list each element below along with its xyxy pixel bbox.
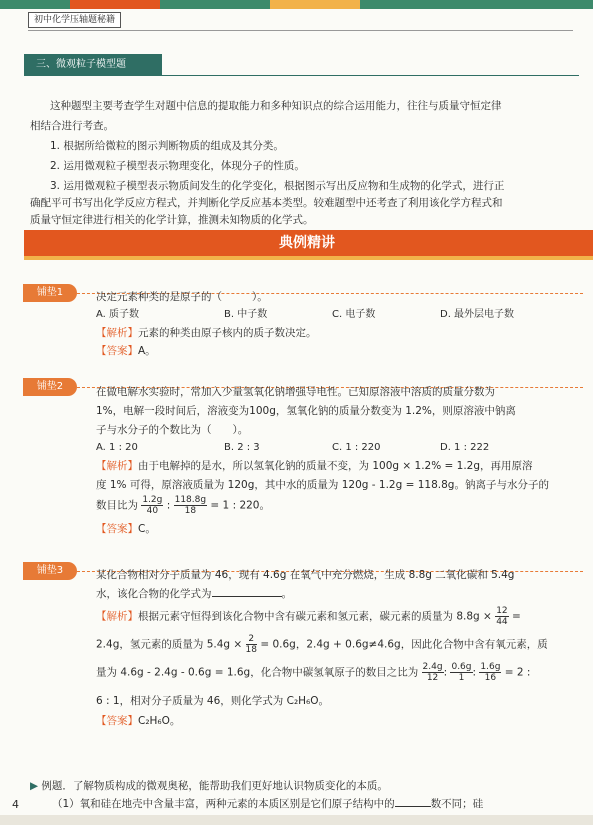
q2-tag: 铺垫2 bbox=[23, 378, 77, 396]
answer-text: C。 bbox=[138, 523, 156, 535]
example-line-1 bbox=[30, 777, 483, 795]
fraction bbox=[450, 662, 472, 683]
intro-line: 确配平可书写出化学反应方程式，并判断化学反应基本类型。较难题型中还考查了利用该化学方程式和 bbox=[30, 197, 503, 209]
answer-blank bbox=[395, 806, 431, 807]
example-question bbox=[30, 777, 483, 813]
fraction bbox=[422, 662, 444, 683]
q3-stem-end: 。 bbox=[281, 588, 292, 600]
example-line-2 bbox=[30, 795, 483, 813]
q2-stem-line: 在做电解水实验时，常加入少量氢氧化钠增强导电性。已知原溶液中溶质的质量分数为 bbox=[96, 386, 495, 398]
q1-option: B. 中子数 bbox=[224, 309, 268, 320]
intro-line: 这种题型主要考查学生对题中信息的提取能力和多种知识点的综合运用能力，往往与质量守恒定律 bbox=[50, 100, 502, 112]
analysis-text: = 0.6g，2.4g + 0.6g≠4.6g，因此化合物中含有氧元素，质 bbox=[260, 638, 548, 651]
q2-analysis-line: 度 1% 可得，原溶液质量为 120g，其中水的质量为 120g - 1.2g = 118.8g。钠离子与水分子的 bbox=[96, 479, 549, 491]
bottom-band bbox=[0, 815, 593, 825]
intro-line: 1. 根据所给微粒的图示判断物质的组成及其分类。 bbox=[50, 140, 284, 152]
fraction bbox=[495, 606, 508, 627]
q3-stem-text: 水，该化合物的化学式为 bbox=[96, 588, 212, 600]
fraction-numerator: 1.6g bbox=[480, 662, 501, 672]
q2-option: D. 1 : 222 bbox=[440, 442, 490, 453]
intro-line: 2. 运用微观粒子模型表示物理变化，体现分子的性质。 bbox=[50, 160, 305, 172]
q2-analysis bbox=[96, 457, 533, 476]
example-text: 数不同；硅 bbox=[430, 798, 484, 810]
intro-line: 相结合进行考查。 bbox=[30, 120, 114, 132]
analysis-text: 2.4g，氢元素的质量为 5.4g × bbox=[96, 638, 243, 651]
fraction-numerator: 12 bbox=[496, 606, 508, 616]
header-rule bbox=[28, 30, 573, 31]
analysis-text: 量为 4.6g - 2.4g - 0.6g = 1.6g，化合物中碳氢氧原子的数目之比为 bbox=[96, 666, 419, 679]
analysis-text: 由于电解掉的是水，所以氢氧化钠的质量不变，为 100g × 1.2% = 1.2g，再用原溶 bbox=[138, 460, 533, 472]
q3-analysis-line: 6 : 1，相对分子质量为 46，则化学式为 C₂H₆O。 bbox=[96, 695, 330, 707]
q3-analysis-line: 量为 4.6g - 2.4g - 0.6g = 1.6g，化合物中碳氢氧原子的数目之比为 $\frac{2.4g}{12}$ : $\frac{0.6g}{1}$ : $\frac{1.6g}{16}$ = 2 : bbox=[96, 662, 531, 683]
banner-title: 典例精讲 bbox=[279, 235, 335, 251]
fraction bbox=[246, 634, 257, 655]
q2-option: A. 1 : 20 bbox=[96, 442, 138, 453]
fraction bbox=[141, 495, 163, 516]
fraction-denominator: 12 bbox=[426, 673, 439, 683]
analysis-text: = 2 : bbox=[504, 666, 531, 679]
q1-stem-b: ）。 bbox=[252, 291, 268, 303]
fraction-denominator: 16 bbox=[484, 673, 497, 683]
fraction bbox=[479, 662, 501, 683]
book-title-header: 初中化学压轴题秘籍 bbox=[28, 12, 121, 28]
intro-line: 3. 运用微观粒子模型表示物质间发生的化学变化，根据图示写出反应物和生成物的化学式，进行正 bbox=[50, 180, 505, 192]
intro-line: 质量守恒定律进行相关的化学计算，推测未知物质的化学式。 bbox=[30, 214, 314, 226]
fraction-numerator: 0.6g bbox=[451, 662, 472, 672]
q1-tag: 铺垫1 bbox=[23, 284, 77, 302]
answer-label: 【答案】 bbox=[96, 523, 138, 535]
example-text: 例题．了解物质构成的微观奥秘，能帮助我们更好地认识物质变化的本质。 bbox=[41, 780, 388, 792]
q3-stem-line bbox=[96, 585, 292, 604]
fraction bbox=[174, 495, 207, 516]
section-rule bbox=[162, 75, 579, 76]
equals: = bbox=[511, 610, 521, 623]
fraction-denominator: 44 bbox=[496, 617, 508, 627]
answer-label: 【答案】 bbox=[96, 345, 138, 357]
q2-answer bbox=[96, 520, 156, 539]
fraction-denominator: 40 bbox=[146, 506, 159, 516]
fraction-numerator: 2.4g bbox=[422, 662, 443, 672]
analysis-text: 根据元素守恒得到该化合物中含有碳元素和氢元素，碳元素的质量为 8.8g × bbox=[138, 610, 492, 623]
ratio-prefix: 数目比为 bbox=[96, 499, 138, 512]
q3-answer bbox=[96, 712, 180, 731]
analysis-label: 【解析】 bbox=[96, 460, 138, 472]
analysis-text: 元素的种类由原子核内的质子数决定。 bbox=[138, 327, 317, 339]
q3-stem-line: 某化合物相对分子质量为 46，现有 4.6g 在氧气中充分燃烧，生成 8.8g 二氧化碳和 5.4g bbox=[96, 569, 515, 581]
q1-option: C. 电子数 bbox=[332, 309, 376, 320]
fraction-numerator: 2 bbox=[246, 634, 257, 645]
section-banner bbox=[24, 230, 593, 260]
fraction-numerator: 118.8g bbox=[174, 495, 207, 505]
top-color-band bbox=[0, 0, 593, 9]
q2-ratio-line: 数目比为 $\frac{1.2g}{40}$ : $\frac{118.8g}{18}$ = 1 : 220。 bbox=[96, 495, 270, 516]
answer-blank bbox=[212, 596, 282, 597]
example-text: （1）氧和硅在地壳中含量丰富，两种元素的本质区别是它们原子结构中的 bbox=[52, 798, 395, 810]
triangle-bullet-icon: ▶ bbox=[30, 780, 42, 792]
fraction-denominator: 1 bbox=[458, 673, 465, 683]
q3-analysis-line bbox=[96, 606, 521, 627]
q1-option: D. 最外层电子数 bbox=[440, 309, 515, 320]
q1-option: A. 质子数 bbox=[96, 309, 140, 320]
fraction-numerator: 1.2g bbox=[142, 495, 163, 505]
answer-label: 【答案】 bbox=[96, 715, 138, 727]
q2-option: C. 1 : 220 bbox=[332, 442, 381, 453]
answer-text: A。 bbox=[138, 345, 156, 357]
answer-text: C₂H₆O。 bbox=[138, 715, 181, 727]
q3-tag: 铺垫3 bbox=[23, 562, 77, 580]
q1-analysis bbox=[96, 324, 317, 343]
q1-answer bbox=[96, 342, 156, 361]
q1-stem bbox=[96, 288, 268, 307]
analysis-label: 【解析】 bbox=[96, 610, 138, 623]
ratio-suffix: = 1 : 220。 bbox=[210, 499, 270, 512]
page-number: 4 bbox=[12, 798, 19, 811]
q1-stem-a: 决定元素种类的是原子的（ bbox=[96, 291, 222, 303]
fraction-denominator: 18 bbox=[184, 506, 197, 516]
q2-stem-line: 子与水分子的个数比为（ ）。 bbox=[96, 424, 249, 436]
analysis-label: 【解析】 bbox=[96, 327, 138, 339]
q2-option: B. 2 : 3 bbox=[224, 442, 260, 453]
fraction-denominator: 18 bbox=[245, 645, 257, 655]
section-title: 三、微观粒子模型题 bbox=[24, 54, 162, 76]
q3-analysis-line bbox=[96, 634, 548, 655]
q2-stem-line: 1%，电解一段时间后，溶液变为100g，氢氧化钠的质量分数变为 1.2%，则原溶液中钠离 bbox=[96, 405, 516, 417]
